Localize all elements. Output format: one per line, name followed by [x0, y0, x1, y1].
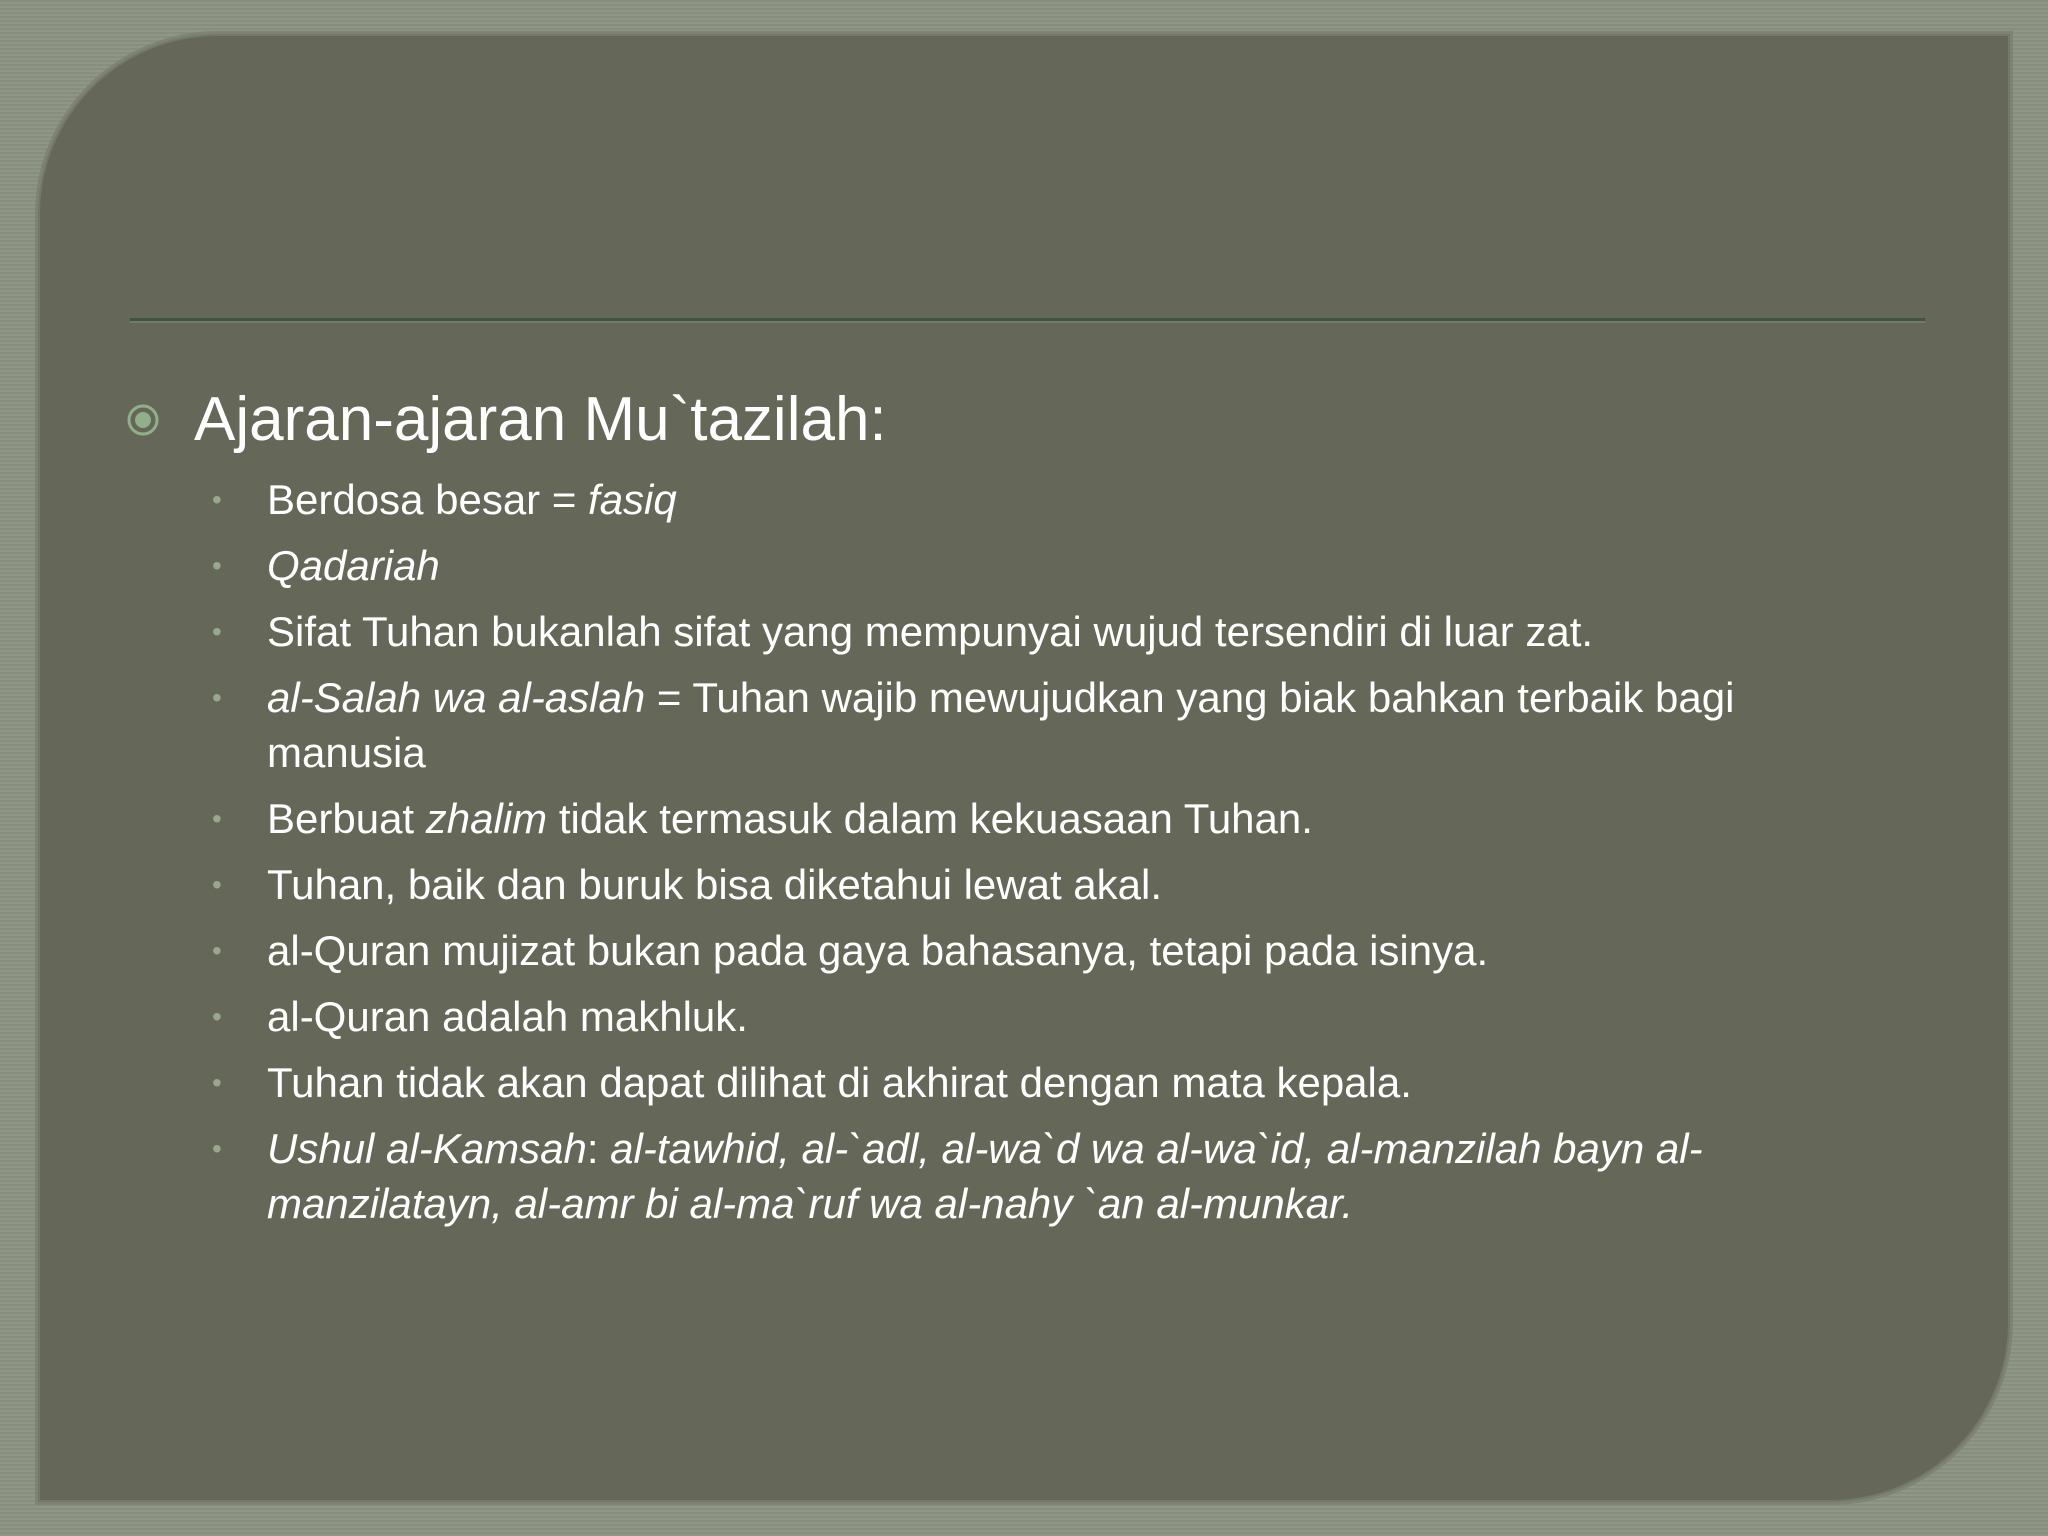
bullet-dot-icon: •: [212, 1001, 222, 1032]
list-item-text: [267, 1055, 1867, 1110]
bullet-dot-icon: •: [212, 935, 222, 966]
list-item-text: [267, 604, 1867, 659]
list-item-text-part: al-Quran mujizat bukan pada gaya bahasanya, tetapi pada isinya.: [267, 927, 1489, 974]
list-item-text-part: = Tuhan wajib mewujudkan yang biak bahkan terbaik bagi manusia: [267, 674, 1735, 776]
list-item: [120, 538, 1920, 593]
bullet-dot-icon: •: [212, 682, 222, 713]
bullet-dot-icon: •: [212, 1067, 222, 1098]
list-item-text: [267, 670, 1867, 780]
list-item-text: [267, 791, 1867, 846]
list-item-text: [267, 857, 1867, 912]
slide-heading: Ajaran-ajaran Mu`tazilah:: [194, 385, 887, 454]
list-item-text-part: Berdosa besar =: [267, 476, 589, 523]
list-item: [120, 989, 1920, 1044]
list-item-text-part: fasiq: [588, 476, 677, 523]
list-item-text: [267, 989, 1867, 1044]
list-item: [120, 923, 1920, 978]
list-item-text: [267, 472, 1867, 527]
list-item-text-part: al-Salah wa al-aslah: [267, 674, 646, 721]
bullet-list: [120, 472, 1920, 1231]
list-item: [120, 670, 1920, 780]
list-item-text-part: al-tawhid, al-`adl, al-wa`d wa al-wa`id, al-manzilah bayn al-manzilatayn, al-amr bi al-ma`ruf wa al-nahy `an al-munkar.: [267, 1125, 1703, 1227]
bullet-dot-icon: •: [212, 803, 222, 834]
list-item: [120, 791, 1920, 846]
bullet-dot-icon: •: [212, 616, 222, 647]
list-item-text-part: tidak termasuk dalam kekuasaan Tuhan.: [547, 795, 1313, 842]
list-item: [120, 604, 1920, 659]
list-item-text-part: Sifat Tuhan bukanlah sifat yang mempunyai wujud tersendiri di luar zat.: [267, 608, 1594, 655]
list-item-text-part: Ushul al-Kamsah: [267, 1125, 587, 1172]
list-item-text-part: Tuhan tidak akan dapat dilihat di akhirat dengan mata kepala.: [267, 1059, 1412, 1106]
slide-content: [120, 376, 1920, 1242]
list-item-text-part: Berbuat: [267, 795, 426, 842]
list-item-text-part: al-Quran adalah makhluk.: [267, 993, 748, 1040]
list-item-text: [267, 1121, 1867, 1231]
list-item-text: [267, 538, 1867, 593]
heading-row: [120, 376, 1920, 464]
list-item: [120, 857, 1920, 912]
list-item-text-part: Qadariah: [267, 542, 440, 589]
circle-bullet-icon: [126, 403, 160, 437]
list-item: [120, 1055, 1920, 1110]
list-item: [120, 1121, 1920, 1231]
list-item-text-part: :: [586, 1125, 611, 1172]
bullet-dot-icon: •: [212, 869, 222, 900]
list-item-text-part: zhalim: [425, 795, 548, 842]
bullet-dot-icon: •: [212, 550, 222, 581]
title-divider: [130, 318, 1925, 321]
list-item: [120, 472, 1920, 527]
bullet-dot-icon: •: [212, 484, 222, 515]
list-item-text: [267, 923, 1867, 978]
list-item-text-part: Tuhan, baik dan buruk bisa diketahui lewat akal.: [267, 861, 1163, 908]
bullet-dot-icon: •: [212, 1133, 222, 1164]
